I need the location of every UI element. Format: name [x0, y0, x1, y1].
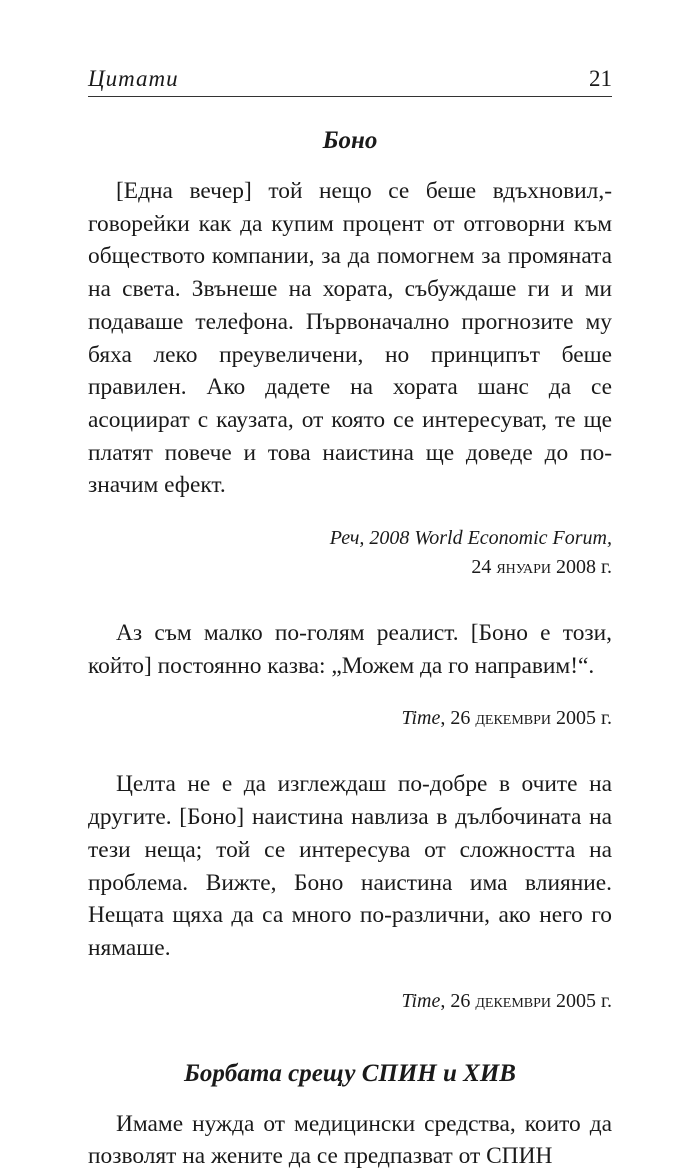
quote-paragraph — [88, 1108, 612, 1173]
quote-line: нозите му бяха леко преувеличени, но прин — [88, 308, 612, 368]
quote-line: обществото компании, за да помогнем за про — [88, 243, 544, 270]
source-publication: Time — [401, 707, 441, 730]
running-header — [88, 58, 612, 97]
quote-line: мяната на света. Звънеше на хората, събуждаше — [88, 243, 612, 303]
section-heading-aids: Борбата срещу СПИН и ХИВ — [184, 1059, 516, 1087]
running-title: Цитати — [88, 66, 179, 91]
quote-line: Целта не е да изглеждаш по-добре в очите на — [116, 771, 612, 798]
quote-line: ват, те ще платят повече и това наистина ще до — [88, 406, 612, 466]
quote-source: Time, 26 декември 2005 г. — [401, 989, 612, 1012]
quote-paragraph — [88, 617, 612, 682]
quote-line: [Една вечер] той нещо се беше вдъхновил, го — [88, 178, 612, 237]
quote-line: та на тези неща; той се интересува от сложност — [88, 804, 612, 863]
quote-paragraph — [88, 175, 612, 502]
quote-paragraph — [88, 768, 612, 964]
quote-line: яние. Нещата щяха да са много по-различни, ако — [88, 869, 612, 929]
quote-line: та на проблема. Вижте, Боно наистина има вли — [88, 836, 612, 896]
section-heading-bono: Боно — [322, 127, 378, 154]
quote-line: ворейки как да купим процент от отговорни към — [108, 210, 612, 237]
quote-source — [88, 524, 612, 582]
quote-line: него го нямаше. — [88, 902, 612, 961]
quote-line: да се асоциират с каузата, от която се интересу — [88, 374, 612, 433]
quote-line: веде до по-значим ефект. — [88, 439, 612, 499]
page-number: 21 — [589, 66, 612, 91]
source-publication: Time — [401, 989, 441, 1012]
quote-line: другите. [Боно] наистина навлиза в дълбочина — [88, 804, 561, 831]
source-line: Реч, 2008 World Economic Forum, — [329, 527, 612, 550]
quote-line: Аз съм малко по-голям реалист. [Боно е този, — [116, 620, 612, 647]
quote-line: който] постоянно казва: „Можем да го направим!“. — [88, 652, 595, 679]
quote-line: ги и ми подаваше телефона. Първоначално прог — [88, 276, 612, 335]
quote-line: да позволят на жените да се предпазват от СПИН — [88, 1110, 612, 1170]
source-date: 24 януари 2008 г. — [471, 556, 612, 579]
page-body — [88, 123, 612, 1173]
quote-line: Имаме нужда от медицински средства, които — [116, 1110, 590, 1137]
quote-line: ципът беше правилен. Ако дадете на хората шанс — [88, 341, 612, 401]
quote-source: Time, 26 декември 2005 г. — [401, 707, 612, 730]
